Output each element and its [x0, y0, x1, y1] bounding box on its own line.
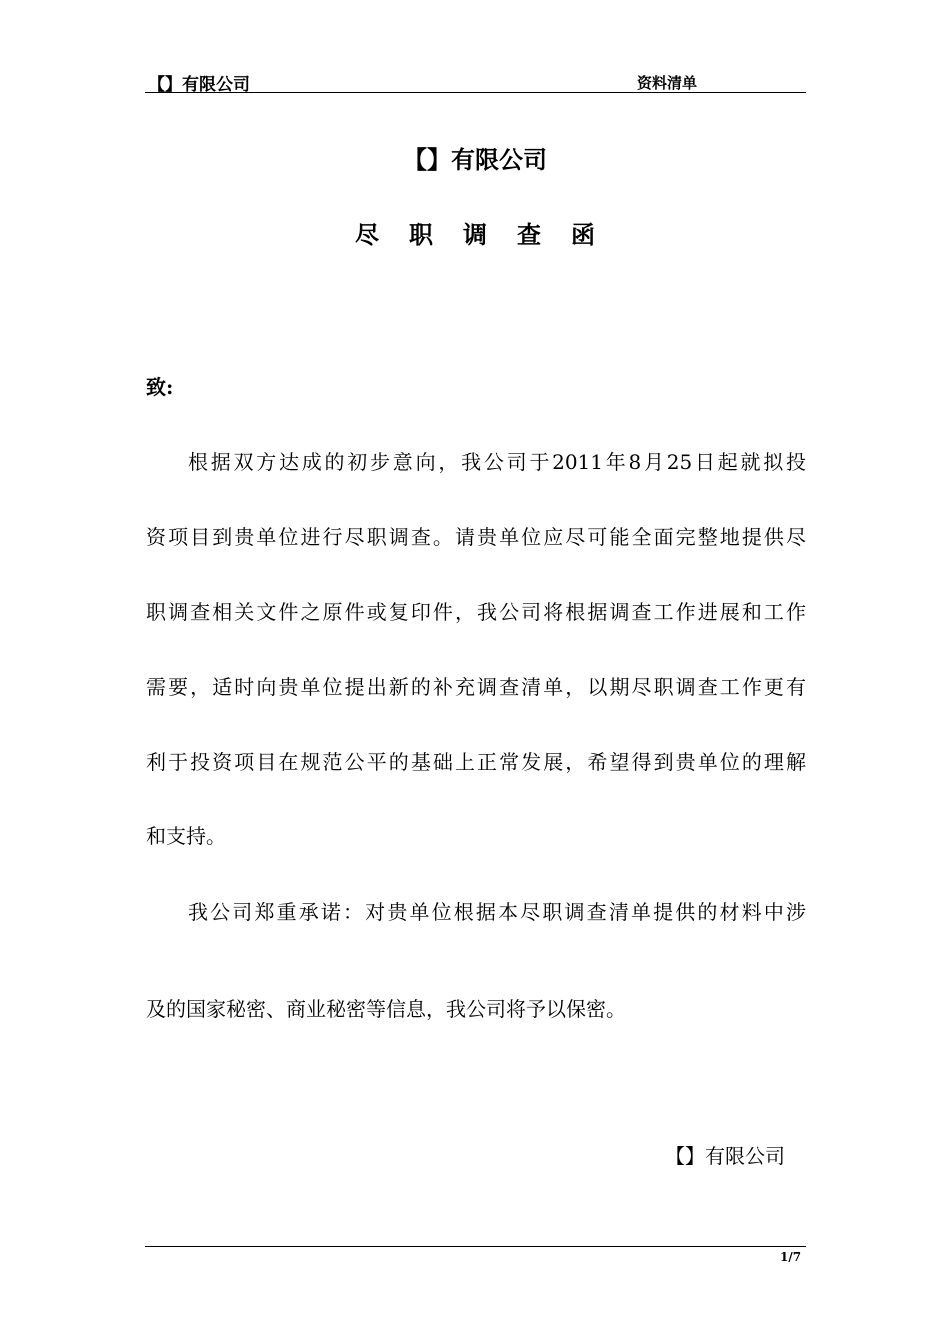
page-number: 1/7: [780, 1250, 802, 1264]
header-company: 【】有限公司: [148, 75, 250, 95]
paragraph1-line: 职调查相关文件之原件或复印件，我公司将根据调查工作进展和工作: [146, 600, 806, 624]
salutation: 致:: [146, 375, 174, 399]
paragraph1-line: 和支持。: [146, 824, 226, 848]
header-doc-type: 资料清单: [637, 74, 698, 92]
title-document: 尽职调查函: [355, 220, 625, 249]
title-company: 【】有限公司: [403, 145, 547, 174]
paragraph2-line: 我公司郑重承诺：对贵单位根据本尽职调查清单提供的材料中涉: [188, 900, 806, 924]
paragraph2-line: 及的国家秘密、商业秘密等信息，我公司将予以保密。: [146, 997, 626, 1021]
paragraph1-line: 利于投资项目在规范公平的基础上正常发展，希望得到贵单位的理解: [146, 750, 806, 774]
header-rule: [145, 92, 806, 93]
paragraph1-line: 需要，适时向贵单位提出新的补充调查清单，以期尽职调查工作更有: [146, 675, 806, 699]
signature-company: 【】有限公司: [665, 1144, 785, 1168]
paragraph1-line: 根据双方达成的初步意向，我公司于2011年8月25日起就拟投: [188, 450, 806, 474]
paragraph1-line: 资项目到贵单位进行尽职调查。请贵单位应尽可能全面完整地提供尽: [146, 525, 806, 549]
footer-rule: [145, 1246, 806, 1247]
